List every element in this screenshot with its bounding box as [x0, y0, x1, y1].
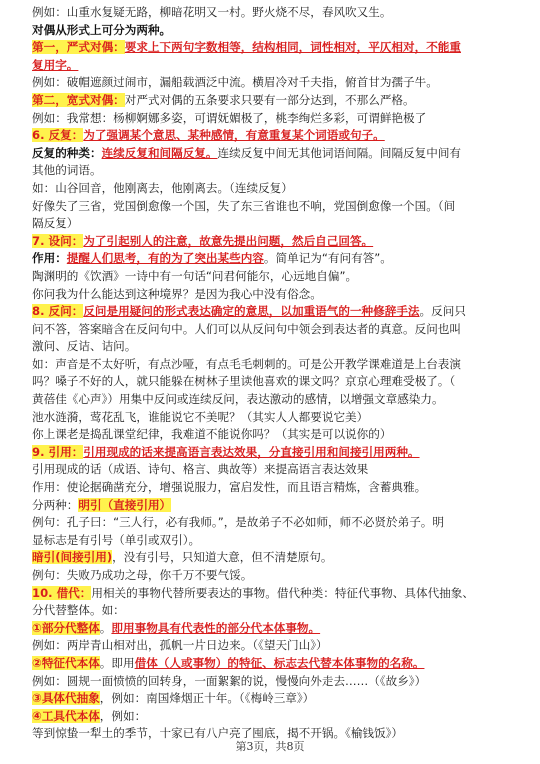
text-line — [32, 673, 520, 691]
text-run: ，例如：南国烽烟正十年。（《梅岭三章》） — [99, 691, 315, 706]
text-run: 显标志是有引号（单引或双引）。 — [32, 532, 201, 547]
text-run: 例如：破帽遮颜过闹市，漏船载酒泛中流。横眉冷对千夫指，俯首甘为孺子牛。 — [32, 75, 438, 90]
text-run: ，例如： — [99, 708, 147, 723]
text-line — [32, 215, 520, 233]
text-line — [32, 549, 520, 567]
text-run: 提醒人们思考，有的为了突出某些内容 — [66, 251, 264, 266]
text-line — [32, 4, 520, 22]
text-line — [32, 585, 520, 603]
text-run: 作用：使论据确凿充分，增强说服力，富启发性，而且语言精炼，含蓄典雅。 — [32, 480, 427, 495]
text-run: 复用字。 — [32, 57, 79, 72]
text-run: 例句：失败乃成功之母，你千万不要气馁。 — [32, 568, 253, 582]
text-line — [32, 479, 520, 497]
text-line — [32, 74, 520, 92]
text-run: 激问、反诘、诘问。 — [32, 339, 137, 354]
text-run: 10. 借代： — [32, 585, 92, 600]
text-run: 对严式对偶的五条要求只要有一部分达到，不那么严格。 — [124, 92, 415, 107]
text-run: 黄蓓佳《心声》）用集中反问或连续反问，表达激动的感情，以增强文章感染力。 — [32, 392, 444, 407]
text-body — [32, 4, 520, 743]
text-line — [32, 602, 520, 620]
text-run: 例如：两岸青山相对出，孤帆一片日边来。（《望天门山》） — [32, 638, 328, 653]
text-line — [32, 532, 520, 550]
text-line — [32, 180, 520, 198]
text-run: ，没有引号，只知道大意，但不清楚原句。 — [112, 550, 333, 565]
text-run: 。简单记为“有问有答”。 — [263, 251, 392, 266]
text-line — [32, 655, 520, 673]
text-run: ③具体代抽象 — [32, 691, 100, 706]
text-run: ②特征代本体 — [32, 655, 100, 670]
text-run: 你问我为什么能达到这种境界？是因为我心中没有俗念。 — [32, 286, 322, 301]
text-line — [32, 198, 520, 216]
text-run: 借体（人或事物）的特征、标志去代替本体事物的名称。 — [134, 655, 425, 670]
text-line — [32, 57, 520, 75]
text-run: 。即用 — [99, 655, 135, 670]
text-run: 其他的词语。 — [32, 163, 102, 178]
text-run: 分两种： — [32, 497, 79, 512]
text-line — [32, 286, 520, 304]
text-run: 例如：圆规一面愤愤的回转身，一面絮絮的说，慢慢向外走去……（《故乡》） — [32, 673, 427, 688]
text-line — [32, 145, 520, 163]
text-run: ④工具代本体 — [32, 708, 100, 723]
text-line — [32, 22, 520, 40]
text-run: 池水涟漪，莺花乱飞，谁能说它不美呢？（其实人人都要说它美） — [32, 409, 369, 424]
text-run: 反复的种类： — [32, 145, 102, 160]
text-run: 你上课老是捣乱课堂纪律，我难道不能说你吗？（其实是可以说你的） — [32, 427, 392, 442]
text-line — [32, 39, 520, 57]
text-line — [32, 110, 520, 128]
text-run: 7. 设问： — [32, 233, 84, 248]
text-line — [32, 426, 520, 444]
text-run: 作用： — [32, 251, 67, 266]
text-line — [32, 708, 520, 726]
text-line — [32, 127, 520, 145]
text-run: 9. 引用： — [32, 444, 84, 459]
text-run: 对偶从形式上可分为两种。 — [32, 22, 172, 37]
text-run: 隔反复） — [32, 216, 79, 231]
text-run: 。反问只 — [419, 304, 466, 319]
text-line — [32, 690, 520, 708]
text-run: 连续反复和间隔反复。 — [101, 145, 218, 160]
text-run: 暗引(间接引用) — [32, 550, 113, 565]
text-run: 明引（直接引用） — [78, 497, 172, 512]
text-line — [32, 338, 520, 356]
text-run: 好像失了三省，党国倒愈像一个国，失了东三省谁也不响，党国倒愈像一个国。（间 — [32, 198, 456, 213]
text-line — [32, 373, 520, 391]
text-run: 第一，严式对偶： — [32, 40, 125, 55]
text-line — [32, 356, 520, 374]
text-line — [32, 233, 520, 251]
text-line — [32, 497, 520, 515]
text-run: 例句：孔子曰：“三人行，必有我师。”，是故弟子不必如师，师不必贤於弟子。明 — [32, 515, 444, 530]
text-run: 引用现成的话来提高语言表达效果，分直接引用和间接引用两种。 — [83, 444, 420, 459]
text-run: ①部分代整体 — [32, 620, 100, 635]
text-line — [32, 444, 520, 462]
text-run: 。 — [99, 620, 112, 635]
page-footer: 第3页，共8页 — [235, 740, 305, 753]
text-run: 例如：山重水复疑无路，柳暗花明又一村。野火烧不尽，春风吹又生。 — [32, 5, 392, 19]
text-run: 即用事物具有代表性的部分代本体事物。 — [111, 620, 321, 635]
text-run: 吗？嗓子不好的人，就只能躲在树林子里读他喜欢的课文吗？京京心理难受极了。（ — [32, 374, 456, 389]
text-run: 第二，宽式对偶： — [32, 92, 125, 107]
text-line — [32, 321, 520, 339]
text-line — [32, 162, 520, 180]
text-run: 例如：我常想：杨柳婀娜多姿，可谓妩媚极了，桃李绚烂多彩，可谓鲜艳极了 — [32, 110, 427, 125]
text-run: 陶渊明的《饮酒》一诗中有一句话“问君何能尔，心远地自偏”。 — [32, 268, 358, 283]
text-run: 要求上下两句字数相等，结构相同，词性相对，平仄相对，不能重 — [124, 40, 461, 55]
text-run: 如：山谷回音，他刚离去，他刚离去。（连续反复） — [32, 180, 293, 195]
text-run: 6. 反复： — [32, 128, 84, 143]
text-line — [32, 268, 520, 286]
text-run: 为了强调某个意思、某种感情，有意重复某个词语或句子。 — [83, 128, 385, 143]
text-run: 为了引起别人的注意，故意先提出问题，然后自己回答。 — [83, 233, 374, 248]
text-line — [32, 92, 520, 110]
text-line — [32, 391, 520, 409]
text-run: 问不答，答案暗含在反问句中。人们可以从反问句中领会到表达者的真意。反问也叫 — [32, 321, 461, 336]
text-line — [32, 567, 520, 585]
text-line — [32, 461, 520, 479]
text-run: 等到惊蛰一犁土的季节，十家已有八户亮了囤底，揭不开锅。《榆钱饭》） — [32, 726, 403, 741]
text-line — [32, 250, 520, 268]
text-run: 8. 反问： — [32, 304, 84, 319]
text-line — [32, 409, 520, 427]
text-run: 反问是用疑问的形式表达确定的意思，以加重语气的一种修辞手法 — [83, 304, 420, 319]
text-line — [32, 637, 520, 655]
text-line — [32, 620, 520, 638]
text-run: 引用现成的话（成语、诗句、格言、典故等）来提高语言表达效果 — [32, 462, 369, 477]
text-run: 如：声音是不太好听，有点沙哑，有点毛毛刺刺的。可是公开教学课难道是上台表演 — [32, 356, 461, 371]
text-run: 连续反复中间无其他词语间隔。间隔反复中间有 — [217, 145, 462, 160]
text-line — [32, 514, 520, 532]
text-run: 分代替整体。如： — [32, 603, 125, 618]
text-run: 用相关的事物代替所要表达的事物。借代种类：特征代事物、具体代抽象、 — [91, 585, 474, 600]
text-line — [32, 303, 520, 321]
